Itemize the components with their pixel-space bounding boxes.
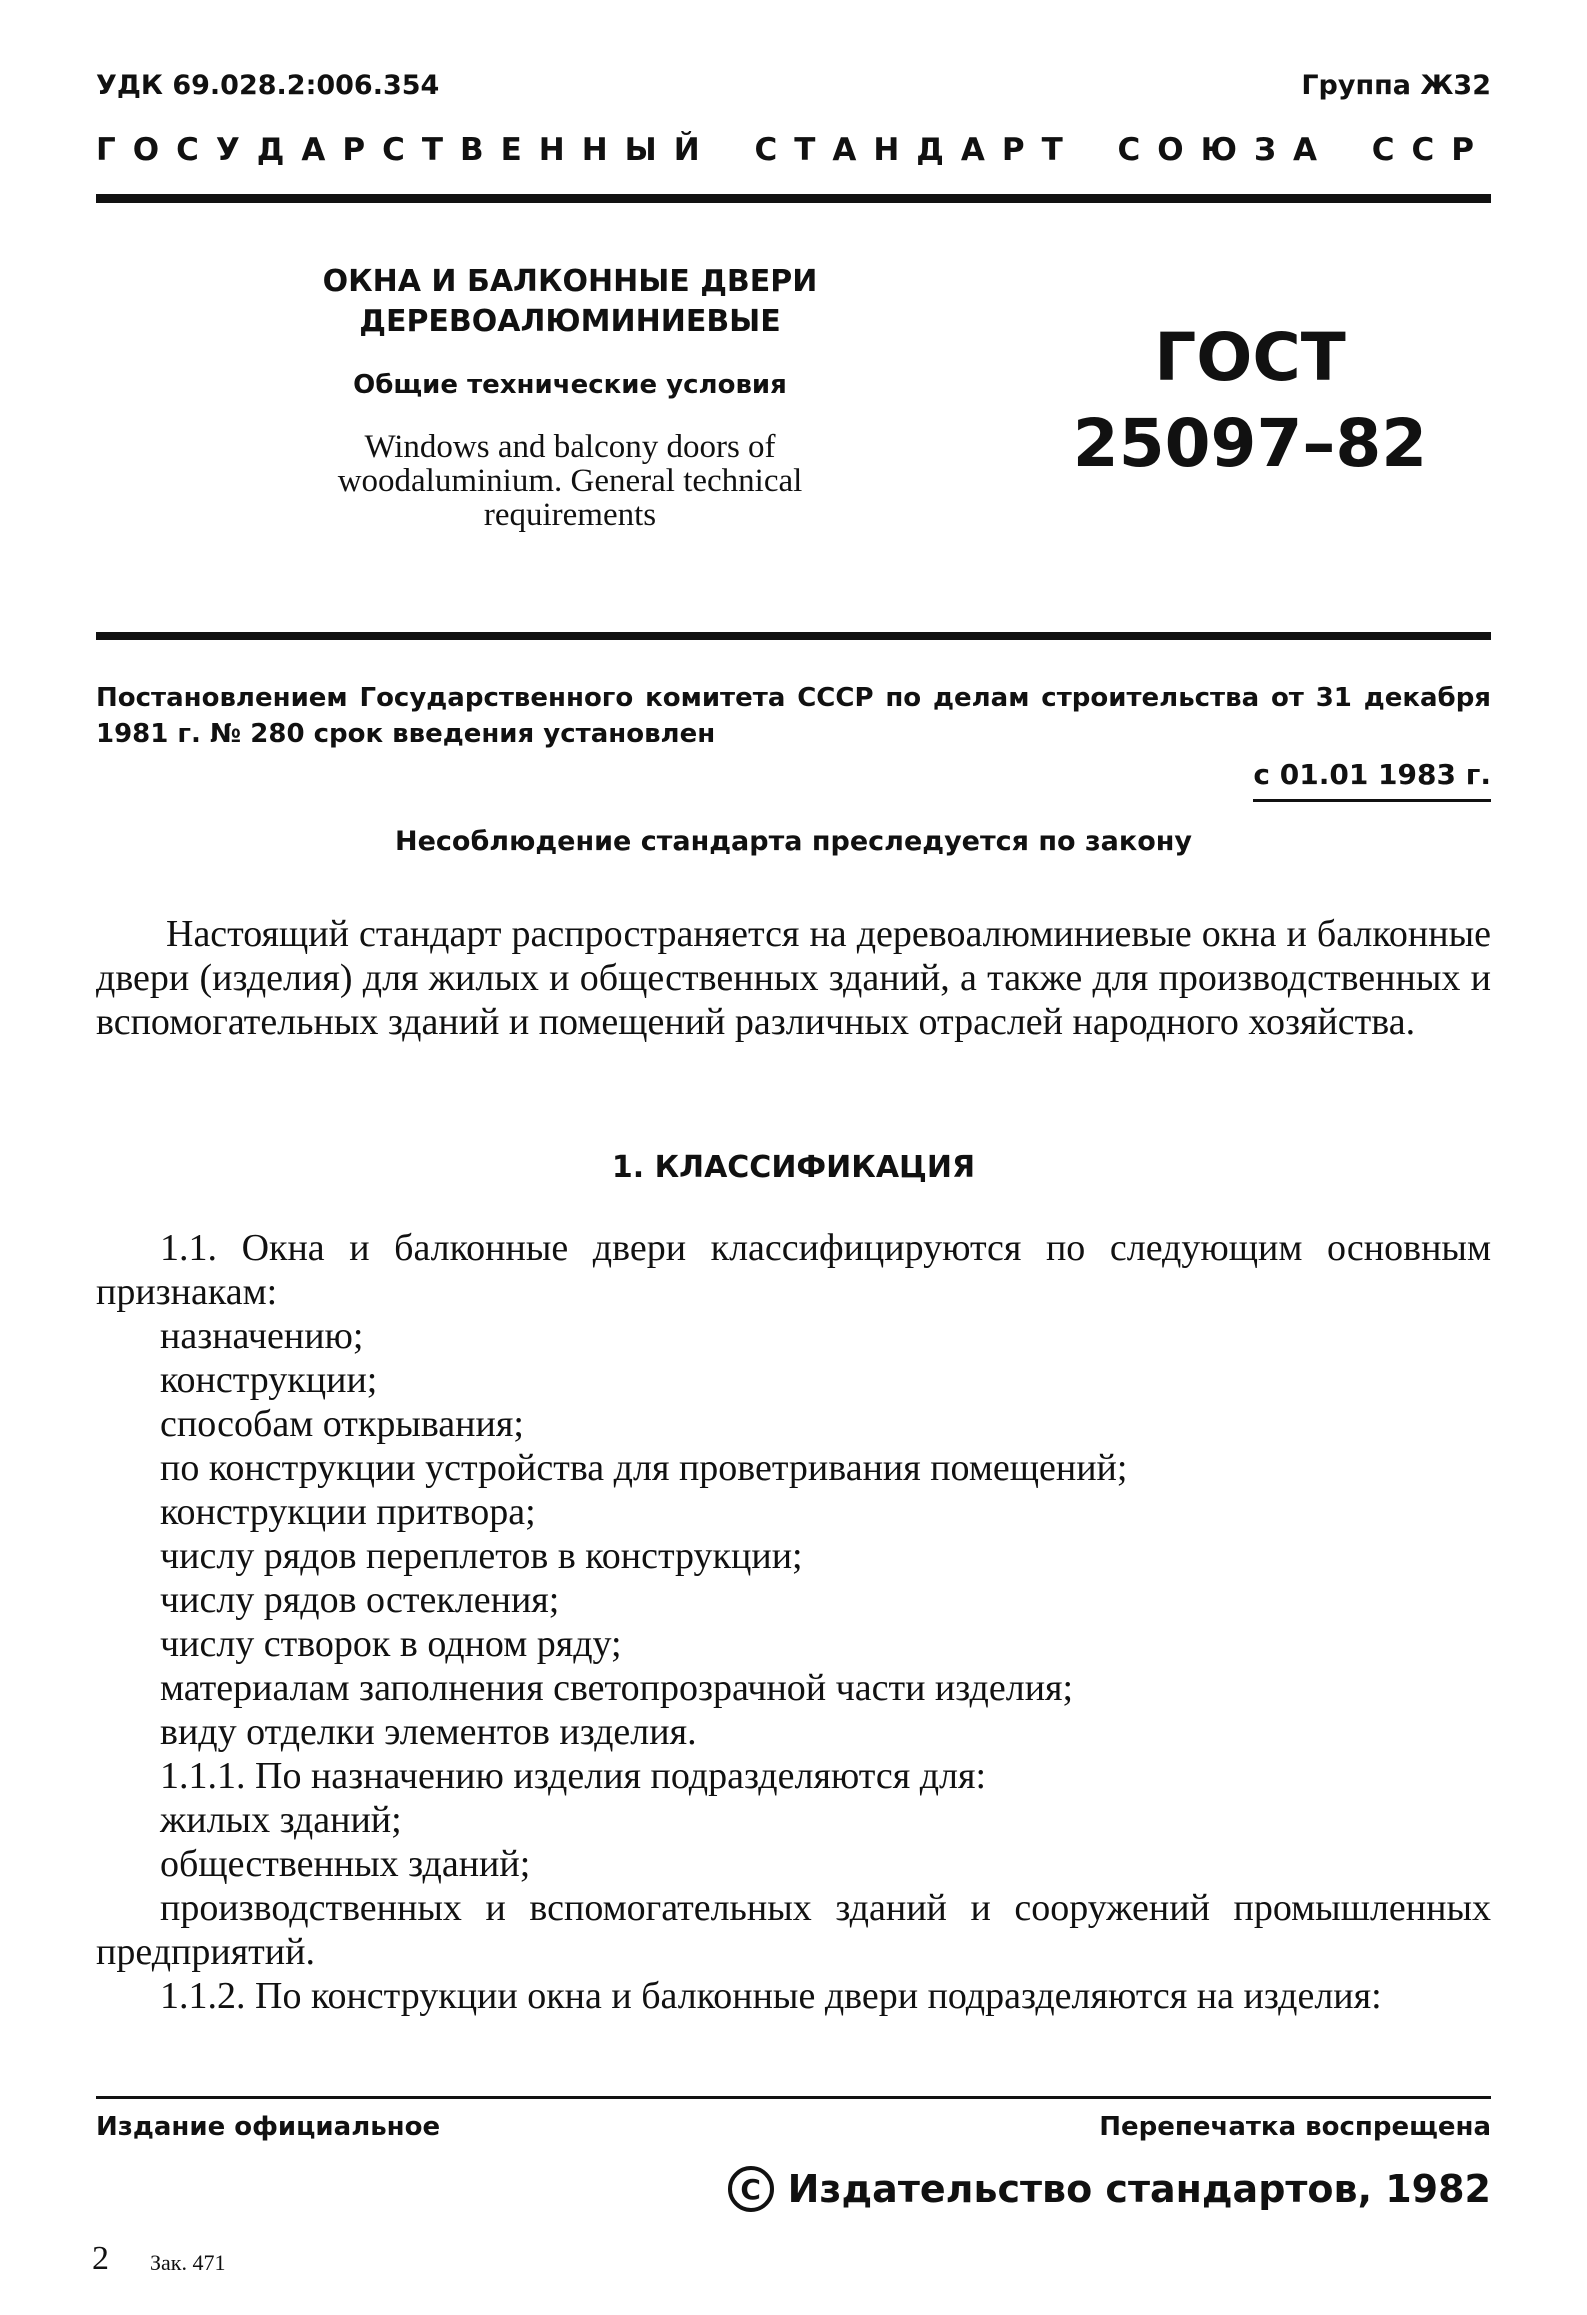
decree-text: Постановлением Государственного комитета СССР по делам строительства от 31 декабря 1981 г. № 280 срок введения установлен [96, 683, 1491, 749]
subtitle: Общие технические условия [353, 370, 787, 400]
banner-word: ССР [1371, 132, 1491, 168]
title-rule [96, 632, 1491, 640]
english-title [270, 430, 870, 532]
group-code: Группа Ж32 [1301, 70, 1491, 101]
gost-label: ГОСТ [1154, 319, 1346, 396]
banner-word: СОЮЗА [1117, 132, 1335, 168]
gost-number: 25097–82 [1072, 405, 1428, 482]
title-line: ДЕРЕВОАЛЮМИНИЕВЫЕ [359, 304, 781, 339]
english-title-line: woodaluminium. General technical [337, 463, 803, 499]
criteria-item: числу рядов остекления; [160, 1579, 560, 1621]
purpose-item: производственных и вспомогательных зданий и сооружений промышленных предприятий. [96, 1887, 1491, 1973]
publisher-line [728, 2166, 1491, 2212]
page-number: 2 [92, 2240, 109, 2277]
clause-1-1-2: 1.1.2. По конструкции окна и балконные двери подразделяются на изделия: [160, 1975, 1382, 2017]
banner-word: СТАНДАРТ [754, 132, 1080, 168]
criteria-item: материалам заполнения светопрозрачной части изделия; [160, 1667, 1074, 1709]
clause-1-1-1: 1.1.1. По назначению изделия подразделяются для: [160, 1755, 987, 1797]
banner-word: ГОСУДАРСТВЕННЫЙ [96, 132, 717, 168]
criteria-item: конструкции притвора; [160, 1491, 536, 1533]
legal-notice: Несоблюдение стандарта преследуется по закону [394, 826, 1193, 857]
section-heading: 1. КЛАССИФИКАЦИЯ [611, 1150, 976, 1185]
intro-paragraph: Настоящий стандарт распространяется на деревоалюминиевые окна и балконные двери (изделия) для жилых и общественных зданий, а также для производственных и вспомогательных зданий и помещений различных отраслей народного хозяйства. [96, 913, 1491, 1043]
official-edition: Издание официальное [96, 2112, 441, 2142]
gost-designation [1040, 318, 1460, 484]
title-block [270, 262, 870, 532]
order-number: Зак. 471 [150, 2250, 226, 2275]
udk-code: УДК 69.028.2:006.354 [96, 70, 440, 101]
criteria-item: по конструкции устройства для проветривания помещений; [160, 1447, 1128, 1489]
english-title-line: Windows and balcony doors of [364, 429, 776, 465]
purpose-item: жилых зданий; [160, 1799, 402, 1841]
clause-1-1: 1.1. Окна и балконные двери классифицируются по следующим основным признакам: [96, 1227, 1491, 1313]
publisher-name: Издательство стандартов, 1982 [787, 2167, 1491, 2211]
criteria-item: виду отделки элементов изделия. [160, 1711, 697, 1753]
effective-date: с 01.01 1983 г. [1253, 758, 1491, 802]
section-body [96, 1226, 1491, 2018]
criteria-item: числу створок в одном ряду; [160, 1623, 622, 1665]
copyright-icon: C [728, 2166, 774, 2212]
english-title-line: requirements [483, 497, 657, 533]
criteria-item: назначению; [160, 1315, 364, 1357]
state-standard-banner [96, 132, 1491, 168]
reprint-notice: Перепечатка воспрещена [1099, 2112, 1491, 2142]
criteria-item: способам открывания; [160, 1403, 524, 1445]
header-rule [96, 194, 1491, 203]
criteria-item: конструкции; [160, 1359, 378, 1401]
purpose-item: общественных зданий; [160, 1843, 531, 1885]
title-line: ОКНА И БАЛКОННЫЕ ДВЕРИ [322, 264, 818, 299]
criteria-item: числу рядов переплетов в конструкции; [160, 1535, 803, 1577]
footer-rule [96, 2096, 1491, 2099]
